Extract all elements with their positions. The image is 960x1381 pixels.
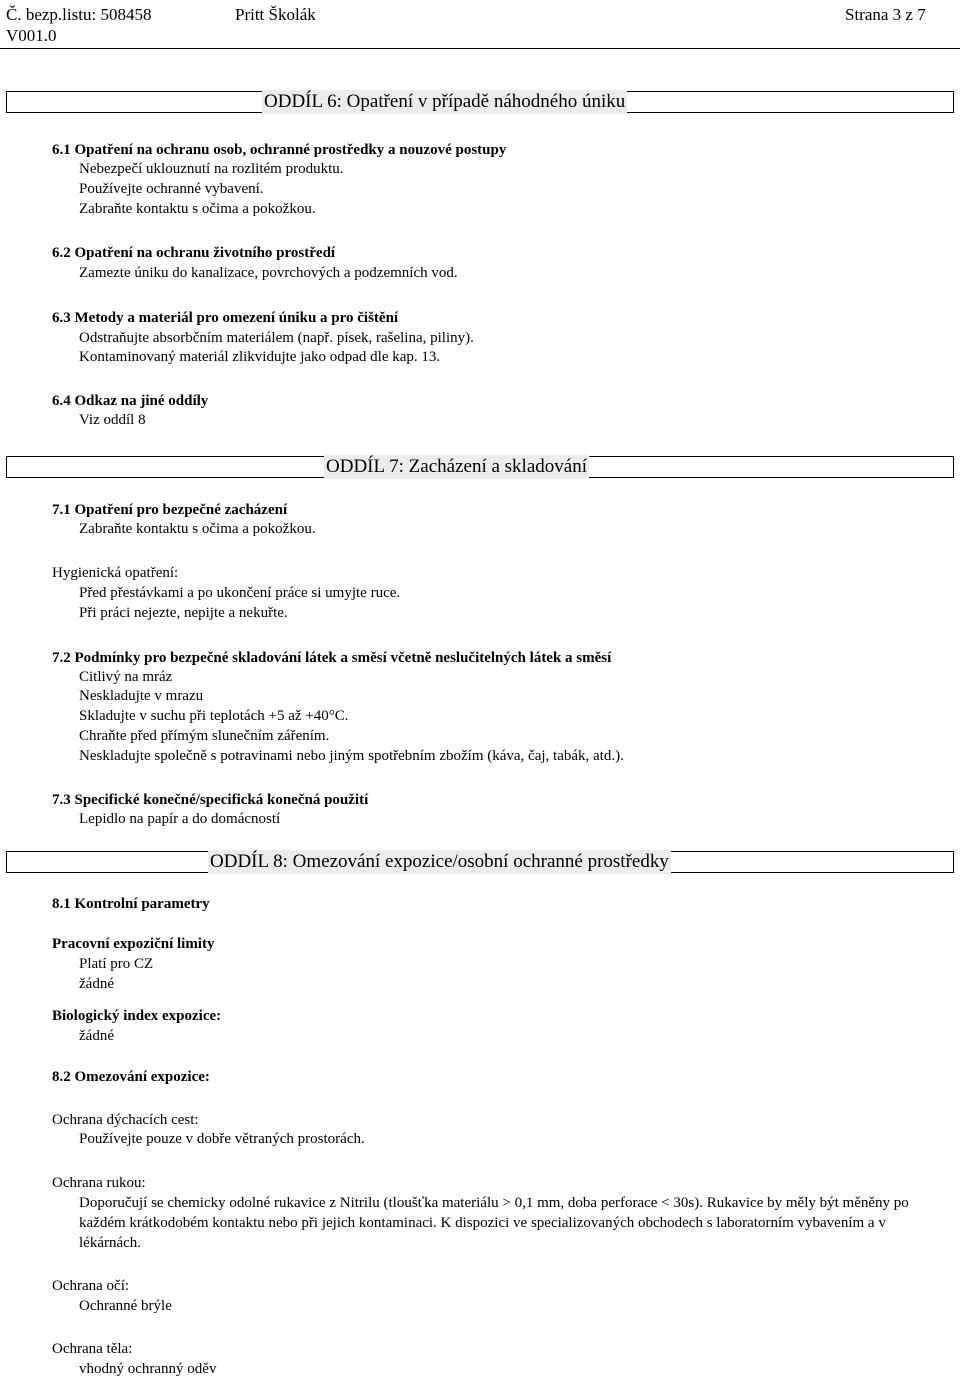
occupational-line-2: žádné [79,976,114,992]
product-name: Pritt Školák [235,5,316,24]
s64-line-1: Viz oddíl 8 [79,412,146,428]
s72-line-2: Neskladujte v mrazu [79,688,204,704]
body-protection-label: Ochrana těla: [52,1341,133,1357]
hand-protection-label: Ochrana rukou: [52,1175,146,1191]
eye-protection-text: Ochranné brýle [79,1298,172,1314]
respiratory-text: Používejte pouze v dobře větraných prostorách. [79,1131,365,1147]
s73-heading: 7.3 Specifické konečné/specifická konečná použití [52,792,369,808]
body-protection-text: vhodný ochranný oděv [79,1361,217,1377]
s81-heading: 8.1 Kontrolní parametry [52,896,210,912]
biological-index-label: Biologický index expozice: [52,1008,222,1024]
hand-protection-text: Doporučují se chemicky odolné rukavice z Nitrilu (tloušťka materiálu > 0,1 mm, doba perforace < 30s). Rukavice by měly být měněny po každém krátkodobém kontaktu nebo při jejich kontaminaci. K dispozici ve specializovaných obchodech s laboratorním vybavením a v lékárnách. [79,1195,909,1251]
biological-line-1: žádné [79,1028,114,1044]
s72-heading: 7.2 Podmínky pro bezpečné skladování látek a směsí včetně neslučitelných látek a směsí [52,650,612,666]
s72-line-3: Skladujte v suchu při teplotách +5 až +40°C. [79,708,349,724]
s61-line-3: Zabraňte kontaktu s očima a pokožkou. [79,201,316,217]
hygiene-line-2: Při práci nejezte, nepijte a nekuřte. [79,605,288,621]
header-divider [0,48,960,49]
s63-heading: 6.3 Metody a materiál pro omezení úniku a pro čištění [52,310,399,326]
s82-heading: 8.2 Omezování expozice: [52,1069,210,1085]
section-6-title: ODDÍL 6: Opatření v případě náhodného úniku [264,91,626,112]
s72-line-4: Chraňte před přímým slunečním zářením. [79,728,330,744]
sds-number: Č. bezp.listu: 508458 [6,5,152,24]
section-8-title: ODDÍL 8: Omezování expozice/osobní ochranné prostředky [210,851,669,872]
s72-line-1: Citlivý na mráz [79,669,173,685]
s73-line-1: Lepidlo na papír a do domácností [79,811,281,827]
hygiene-line-1: Před přestávkami a po ukončení práce si umyjte ruce. [79,585,401,601]
s61-line-2: Používejte ochranné vybavení. [79,181,264,197]
s63-line-1: Odstraňujte absorbčním materiálem (např. písek, rašelina, piliny). [79,330,474,346]
s62-line-1: Zamezte úniku do kanalizace, povrchových a podzemních vod. [79,265,458,281]
s72-line-5: Neskladujte společně s potravinami nebo jiným spotřebním zbožím (káva, čaj, tabák, atd.). [79,748,624,764]
occupational-limits-label: Pracovní expoziční limity [52,936,215,952]
s61-heading: 6.1 Opatření na ochranu osob, ochranné prostředky a nouzové postupy [52,142,507,158]
s63-line-2: Kontaminovaný materiál zlikvidujte jako odpad dle kap. 13. [79,349,441,365]
version: V001.0 [6,26,57,45]
s62-heading: 6.2 Opatření na ochranu životního prostředí [52,245,336,261]
respiratory-label: Ochrana dýchacích cest: [52,1112,199,1128]
hygiene-label: Hygienická opatření: [52,565,179,581]
occupational-line-1: Platí pro CZ [79,956,154,972]
s64-heading: 6.4 Odkaz na jiné oddíly [52,393,209,409]
eye-protection-label: Ochrana očí: [52,1278,130,1294]
section-7-title: ODDÍL 7: Zacházení a skladování [326,456,587,477]
s71-heading: 7.1 Opatření pro bezpečné zacházení [52,502,288,518]
s71-line-1: Zabraňte kontaktu s očima a pokožkou. [79,521,316,537]
page-number: Strana 3 z 7 [845,5,926,24]
s61-line-1: Nebezpečí uklouznutí na rozlitém produktu. [79,161,344,177]
